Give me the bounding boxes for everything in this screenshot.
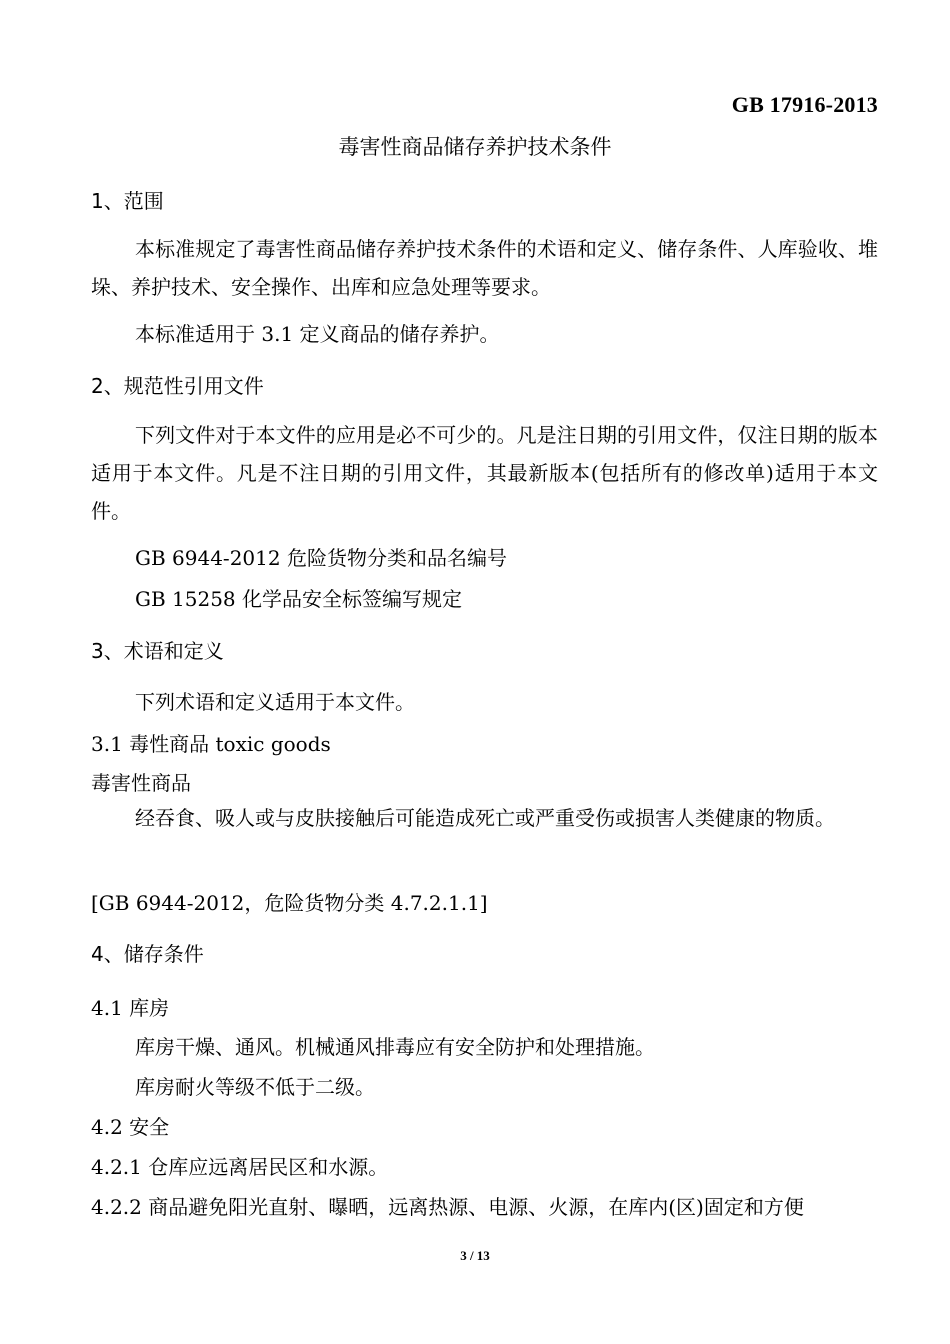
subsection-4-2: 4.2 安全: [91, 1115, 170, 1139]
term-definition: 经吞食、吸人或与皮肤接触后可能造成死亡或严重受伤或损害人类健康的物质。: [135, 806, 835, 830]
subsection-4-1-line: 库房干燥、通风。机械通风排毒应有安全防护和处理措施。: [135, 1035, 655, 1059]
standard-number: GB 17916-2013: [731, 92, 878, 117]
reference-item: GB 6944-2012 危险货物分类和品名编号: [135, 546, 507, 570]
clause-4-2-1: 4.2.1 仓库应远离居民区和水源。: [91, 1155, 389, 1179]
section-2-paragraph: 下列文件对于本文件的应用是必不可少的。凡是注日期的引用文件，仅注日期的版本适用于本文件。凡是不注日期的引用文件，其最新版本(包括所有的修改单)适用于本文件。: [91, 423, 878, 523]
terms-intro: 下列术语和定义适用于本文件。: [135, 690, 415, 714]
subsection-4-1: 4.1 库房: [91, 996, 170, 1020]
section-2-heading: 2、规范性引用文件: [91, 374, 264, 398]
clause-4-2-2: 4.2.2 商品避免阳光直射、曝晒，远离热源、电源、火源，在库内(区)固定和方便: [91, 1195, 804, 1219]
section-1-scope-line: 本标准适用于 3.1 定义商品的储存养护。: [135, 322, 500, 346]
term-entry: 3.1 毒性商品 toxic goods: [91, 732, 331, 756]
section-1-heading: 1、范围: [91, 189, 164, 213]
section-3-heading: 3、术语和定义: [91, 639, 224, 663]
section-4-heading: 4、储存条件: [91, 942, 204, 966]
page-indicator: 3 / 13: [460, 1248, 490, 1263]
section-1-paragraph: 本标准规定了毒害性商品储存养护技术条件的术语和定义、储存条件、人库验收、堆垛、养护技术、安全操作、出库和应急处理等要求。: [91, 237, 878, 299]
term-synonym: 毒害性商品: [91, 771, 191, 795]
term-source: [GB 6944-2012，危险货物分类 4.7.2.1.1]: [91, 891, 488, 915]
reference-item: GB 15258 化学品安全标签编写规定: [135, 587, 463, 611]
document-title: 毒害性商品储存养护技术条件: [338, 135, 612, 159]
subsection-4-1-line: 库房耐火等级不低于二级。: [135, 1075, 375, 1099]
